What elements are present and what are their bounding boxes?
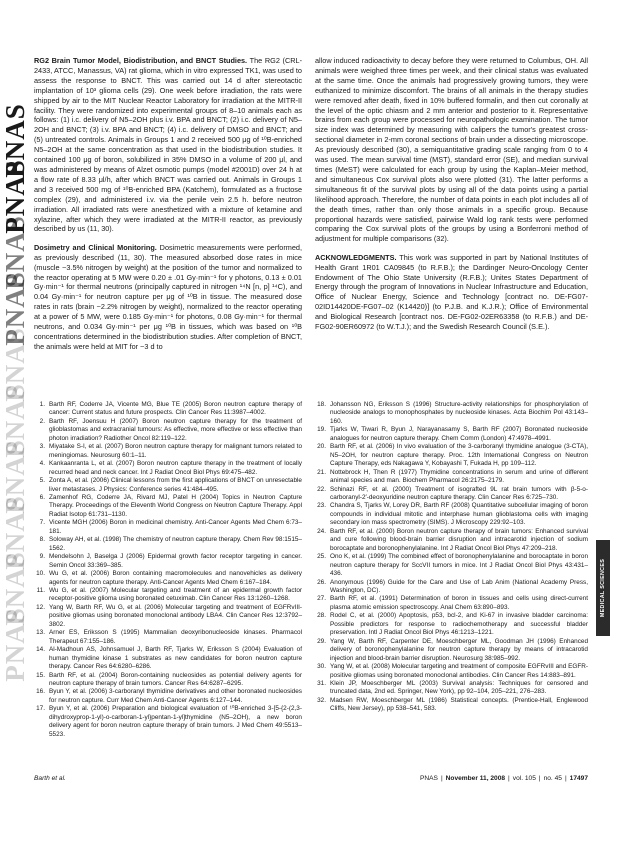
reference-number: 11.: [36, 586, 45, 594]
watermark-text: PNAS: [0, 214, 30, 290]
reference-text: Klein JP, Moeschberger ML (2003) Survival analysis: Techniques for censored and truncated data, 2nd ed. Springer, New York), pp 92–104, 205–221, 276–283.: [330, 679, 588, 696]
reference-text: Yang W, Barth RF, Wu G, et al. (2006) Molecular targeting and treatment of EGFRvIII-positive gliomas using boronated monoclonal antibody LBA4. Clin Cancer Res 12:3792–3802.: [49, 603, 302, 628]
reference-number: 9.: [39, 553, 45, 561]
reference-item: [315, 486, 588, 503]
body-paragraph: [315, 253, 588, 332]
reference-text: Wu G, et al. (2007) Molecular targeting and treatment of an epidermal growth factor receptor-positive glioma using boronated cetuximab. Clin Cancer Res 13:1260–1268.: [49, 586, 302, 603]
paragraph-heading: Dosimetry and Clinical Monitoring.: [34, 242, 157, 252]
reference-number: 23.: [317, 502, 326, 510]
reference-number: 26.: [317, 578, 326, 586]
reference-number: 18.: [317, 401, 326, 408]
reference-number: 13.: [36, 629, 45, 637]
reference-text: Barth RF, et al. (2004) Boron-containing nucleosides as potential delivery agents for neutron capture therapy of brain tumors. Cancer Res 64:6287–6295.: [49, 671, 302, 687]
reference-text: Schinazi RF, et al. (2000) Treatment of isografted 9L rat brain tumors with β-5-o-carboranyl-2′-deoxyuridine neutron capture therapy. Clin Cancer Res 6:725–730.: [330, 485, 588, 501]
watermark-text: PNAS: [0, 102, 30, 178]
reference-item: [315, 502, 588, 527]
reference-number: 22.: [317, 485, 326, 493]
paragraph-heading: ACKNOWLEDGMENTS.: [315, 252, 397, 262]
reference-item: [34, 587, 302, 604]
reference-item: [315, 697, 588, 714]
reference-item: [34, 494, 302, 519]
reference-item: [34, 570, 302, 587]
watermark-text: PNAS: [0, 438, 30, 514]
footer-author: Barth et al.: [34, 775, 66, 782]
reference-number: 20.: [317, 443, 326, 451]
footer-citation: PNAS | November 11, 2008 | vol. 105 | no. 45 | 17497: [419, 775, 588, 782]
watermark-text: PNAS: [0, 606, 30, 682]
reference-text: Mendelsohn J, Baselga J (2006) Epidermal growth factor receptor targeting in cancer. Semin Oncol 33:369–385.: [49, 553, 302, 569]
reference-item: [34, 604, 302, 629]
page-footer: [34, 773, 588, 785]
body-column-right: [315, 56, 588, 340]
paragraph-text: allow induced radioactivity to decay before they were returned to Columbus, OH. All animals were weighed three times per week, and their clinical status was evaluated at the same time. Once the animals had progressively growing tumors, they were euthanized to minimize discomfort. The brains of all animals in the therapy studies were removed after death, fixed in 10% buffered formalin, and then cut coronally at the level of the optic chiasm and 2 mm anterior and posterior to it. Representative brains from each group were processed for neuropathologic examination. The tumor size index was determined by measuring with calipers the tumor's greatest cross-sectional diameter in 2-mm coronal sections of brain under a dissecting microscope. As previously described (30), a semiquantitative grading scale ranging from 0 to 4 was used. The mean survival time (MST), standard error (SE), and median survival times (MeST) were calculated for each group by using the Kaplan–Meier method, and simultaneous Cox survival plots also were plotted (31). The latter performs a simultaneous fit of the survival plots by using all of the data points using a partial likelihood approach. Therefore, the number of data points in each plot includes all of the death times, rather than only those animals in a specific group. Because proportional hazards were satisfied, pairwise Wald log rank tests were performed comparing the Cox survival plots of the groups by using a Bonferroni method of adjustment for multiple comparisons (32).: [315, 56, 588, 244]
body-paragraph: [315, 56, 588, 244]
reference-item: [315, 612, 588, 637]
reference-text: Rodel C, et al. (2000) Apoptosis, p53, bcl-2, and Ki-67 in invasive bladder carcinoma: Possible predictors for response to radiochemotherapy and successful bladder preservation. Intl J Radiat Oncol Biol Phys 46:1213–1221.: [330, 612, 588, 637]
reference-number: 31.: [317, 679, 326, 687]
reference-number: 27.: [317, 595, 326, 603]
reference-text: Madsen RW, Moeschberger ML (1986) Statistical concepts. (Prentice-Hall, Englewood Cliffs, New Jersey), pp 538–541, 583.: [330, 696, 588, 713]
reference-item: [315, 426, 588, 443]
reference-item: [315, 680, 588, 697]
watermark-text: PNAS: [0, 270, 30, 346]
reference-text: Anonymous (1996) Guide for the Care and Use of Lab Anim (National Academy Press, Washington, DC).: [330, 578, 588, 594]
reference-item: [315, 469, 588, 486]
footer-page-number: 17497: [569, 775, 588, 782]
reference-number: 7.: [39, 519, 45, 527]
reference-number: 2.: [39, 417, 45, 425]
reference-text: Ono K, et al. (1999) The combined effect of boronophenylalanine and borocaptate in boron neutron capture therapy for SccVII tumors in mice. Int J Radiat Oncol Biol Phys 43:431–436.: [330, 553, 588, 578]
reference-text: Kankaanranta L, et al. (2007) Boron neutron capture therapy in the treatment of locally recurred head and neck cancer. Int J Radiat Oncol Biol Phys 69:475–482.: [49, 460, 302, 476]
reference-item: [34, 705, 302, 739]
reference-item: [34, 477, 302, 494]
reference-item: [315, 553, 588, 578]
footer-date: November 11, 2008: [445, 775, 506, 782]
footer-journal: PNAS: [419, 775, 438, 782]
reference-text: Zamenhof RG, Coderre JA, Rivard MJ, Patel H (2004) Topics in Neutron Capture Therapy. Proceedings of the Eleventh World Congress on Neutron Capture Therapy. Appl Radiat Isotop 61:731–1130.: [49, 493, 302, 518]
reference-number: 17.: [36, 705, 45, 713]
reference-number: 25.: [317, 553, 326, 561]
reference-number: 6.: [39, 493, 45, 501]
reference-number: 24.: [317, 527, 326, 535]
reference-text: Barth RF, Coderre JA, Vicente MG, Blue TE (2005) Boron neutron capture therapy of cancer: Current status and future prospects. Clin Cancer Res 11:3987–4002.: [49, 401, 302, 417]
body-paragraph: [34, 243, 302, 352]
watermark-text: PNAS: [0, 158, 30, 234]
body-column-left: [34, 56, 302, 360]
reference-item: [34, 418, 302, 443]
reference-item: [34, 553, 302, 570]
reference-text: Miyatake S-I, et al. (2007) Boron neutron capture therapy for malignant tumors related to meningiomas. Neurosurg 60:1–11.: [49, 443, 302, 459]
reference-text: Barth RF, et al. (1991) Determination of boron in tissues and cells using direct-current plasma atomic emission spectroscopy. Anal Chem 63:890–893.: [330, 595, 588, 611]
section-tab: [596, 540, 610, 636]
reference-item: [315, 638, 588, 663]
reference-text: Zonta A, et al. (2006) Clinical lessons from the first applications of BNCT on unresectable liver metastases. J Physics: Conference series 41:484–495.: [49, 477, 302, 493]
section-tab-label: MEDICAL SCIENCES: [600, 558, 607, 618]
paragraph-heading: RG2 Brain Tumor Model, Biodistribution, and BNCT Studies.: [34, 56, 248, 65]
reference-text: Arner ES, Eriksson S (1995) Mammalian deoxyribonucleoside kinases. Pharmacol Therapeut 67:155–186.: [49, 629, 302, 645]
reference-text: Soloway AH, et al. (1998) The chemistry of neutron capture therapy. Chem Rev 98:1515–1562.: [49, 536, 302, 552]
reference-text: Barth RF, Joensuu H (2007) Boron neutron capture therapy for the treatment of glioblastomas and extracranial tumours: As effective, more effective or less effective than photon irradiation? Radiother Oncol 82:119–122.: [49, 417, 302, 442]
reference-item: [315, 663, 588, 680]
watermark-text: PNAS: [0, 382, 30, 458]
reference-text: Barth RF, et al. (2006) In vivo evaluation of the 3-carboranyl thymidine analogue (3-CTA), N5–2OH, for neutron capture therapy. Proc. 12th International Congress on Neutron Capture Therapy, eds Nakagawa Y, Kobayashi T, Fukada H, pp 109–112.: [330, 443, 588, 468]
reference-number: 3.: [39, 443, 45, 451]
reference-item: [34, 401, 302, 418]
reference-text: Nottebrock H, Then R (1977) Thymidine concentrations in serum and urine of different animal species and man. Biochem Pharmacol 26:2175–2179.: [330, 468, 588, 485]
reference-text: Barth RF, et al. (2000) Boron neutron capture therapy of brain tumors: Enhanced survival and cure following blood-brain barrier disruption and intracarotid injection of sodium borocaptate and boronophenylalanine. Int J Radiat Oncol Biol Phys 47:209–218.: [330, 527, 588, 552]
reference-number: 21.: [317, 468, 326, 476]
reference-number: 32.: [317, 696, 326, 704]
reference-text: Wu G, et al. (2006) Boron containing macromolecules and nanovehicles as delivery agents for neutron capture therapy. Anti-Cancer Agents Med Chem 6:167–184.: [49, 570, 302, 586]
reference-number: 4.: [39, 460, 45, 468]
paragraph-text: Dosimetric measurements were performed, as previously described (11, 30). The measured absorbed dose rates in mice (muscle ~3.5% nitrogen by weight) at the position of the tumor and normalized to the reactor operating at 5 MW were 0.20 ± .01 Gy·min⁻¹ for γ photons, 0.13 ± 0.01 Gy·min⁻¹ for thermal neutrons (principally captured in nitrogen ¹⁴N [n, p] ¹⁴C), and 0.04 Gy·min⁻¹ for neutron capture per μg of ¹⁰B in tissue. The measured dose rates in rats (brain ~2.2% nitrogen by weight), normalized to the reactor operating at a power of 5 MW, were 0.185 Gy·min⁻¹ for photons, 0.08 Gy·min⁻¹ for thermal neutrons, and 0.034 Gy·min⁻¹ per μg ¹⁰B in tissues, which was based on ¹⁰B concentrations determined in the biodistribution studies. After completion of BNCT, the animals were held at MIT for ~3 d to: [34, 242, 302, 351]
reference-item: [34, 519, 302, 536]
body-paragraph: [34, 56, 302, 234]
reference-number: 8.: [39, 536, 45, 544]
footer-volume: vol. 105: [512, 775, 536, 782]
reference-item: [34, 460, 302, 477]
reference-number: 19.: [317, 426, 326, 434]
reference-item: [315, 401, 588, 426]
paragraph-text: The RG2 (CRL-2433, ATCC, Manassus, VA) rat glioma, which in vitro expressed TK1, was used to assess the response to BNCT. This was carried out 14 d after stereotactic implantation of 10³ glioma cells (29). One week before irradiation, the rats were shipped by air to the MIT Nuclear Reactor Laboratory for irradiation at the MITR-II facility. They were randomized into experimental groups of 8–10 animals each as follows: (1) i.c. delivery of N5–2OH plus i.v. BPA and BNCT; (2) i.c. delivery of N5–2OH and BNCT; (3) i.v. BPA and BNCT; (4) i.c. delivery of DMSO and BNCT; and (5) untreated controls. Animals in Groups 1 and 2 received 500 μg of ¹⁰B-enriched N5–2OH at the same concentration as that used in the biodistribution studies. It contained 100 μg of boron, solubilized in 35% DMSO in a volume of 200 μl, and was administered by means of Alzet osmotic pumps (model #2001D) over 24 h at a flow rate of 8.33 μl/h, after which BNCT was carried out. Animals in Groups 1 and 3 received 500 mg of ¹⁰B-enriched BPA (Katchem), formulated as a fructose complex (29), and administered i.v. via the penile vein 2.5 h. before neutron irradiation. All irradiated rats were anesthetized with a mixture of ketamine and xylazine, after which they were irradiated at the MITR-II reactor, as previously described by us (11, 30).: [34, 56, 303, 234]
reference-item: [34, 443, 302, 460]
pnas-watermark: [0, 102, 30, 682]
reference-number: 1.: [39, 401, 45, 408]
watermark-text: PNAS: [0, 494, 30, 570]
reference-number: 12.: [36, 603, 45, 611]
reference-number: 28.: [317, 612, 326, 620]
reference-item: [34, 672, 302, 689]
footer-issue: no. 45: [543, 775, 562, 782]
reference-number: 10.: [36, 570, 45, 578]
reference-text: Vicente MGH (2006) Boron in medicinal chemistry. Anti-Cancer Agents Med Chem 6:73–181.: [49, 519, 302, 535]
watermark-word: [0, 606, 30, 682]
reference-item: [315, 595, 588, 612]
watermark-text: PNAS: [0, 326, 30, 402]
reference-item: [315, 443, 588, 468]
reference-text: Yang W, Barth RF, Carpenter DE, Moeschberger ML, Goodman JH (1996) Enhanced delivery of boronophenylalanine for neutron capture therapy by means of intracarotid injection and blood-brain barrier disruption. Neurosurg 38:985–992.: [330, 637, 588, 662]
paragraph-text: This work was supported in part by National Institutes of Health Grant 1R01 CA09845 (to R.F.B.); the Dardinger Neuro-Oncology Center Endowment of The Ohio State University (R.F.B.); Unites States Department of Energy through the program of Innovations in Nuclear Infrastructure and Education, Office of Nuclear Energy, Science and Technology [contract no. DE-FG07-02ID14420DE-FG07–02 (K14420)] (to P.J.B. and K.J.R.); Office of Environmental and Biological Research [contract nos. DE-FG02-02ER63358 (to R.F.B.) and DE-FG02-90ER60972 (to W.T.J.); and the Swedish Research Council (S.E.).: [315, 252, 588, 332]
reference-item: [315, 579, 588, 596]
references-column-left: [34, 401, 302, 739]
reference-item: [315, 528, 588, 553]
watermark-text: PNAS: [0, 550, 30, 626]
reference-item: [34, 646, 302, 671]
reference-number: 5.: [39, 477, 45, 485]
reference-number: 14.: [36, 646, 45, 654]
reference-text: Al-Madhoun AS, Johnsamuel J, Barth RF, Tjarks W, Eriksson S (2004) Evaluation of human thymidine kinase 1 substrates as new candidates for boron neutron capture therapy. Cancer Res 64:6280–6286.: [49, 646, 302, 671]
reference-number: 30.: [317, 663, 326, 671]
references-column-right: [315, 401, 588, 714]
reference-number: 29.: [317, 637, 326, 645]
reference-text: Chandra S, Tjarks W, Lorey DR, Barth RF (2008) Quantitative subcellular imaging of boron compounds in individual mitotic and interphase human glioblastoma cells with imaging secondary ion mass spectrometry (SIMS). J Microscopy 229:92–103.: [330, 502, 588, 527]
reference-text: Byun Y, et al. (2006) 3-carboranyl thymidine derivatives and other boronated nucleosides for neutron capture. Curr Med Chem Anti-Cancer Agents 6:127–144.: [49, 688, 302, 704]
reference-text: Byun Y, et al. (2006) Preparation and biological evaluation of ¹⁰B-enriched 3-[5-{2-(2,3-dihydroxyprop-1-yl)-o-carboran-1-yl}pentan-1-yl]thymidine (N5–2OH), a new boron delivery agent for boron neutron capture therapy of brain tumors. J Med Chem 49:5513–5523.: [49, 705, 302, 738]
reference-number: 16.: [36, 688, 45, 696]
reference-number: 15.: [36, 671, 45, 679]
reference-text: Johansson NG, Eriksson S (1996) Structure-activity relationships for phosphorylation of nucleoside analogs to monophosphates by nucleoside kinases. Acta Biochim Pol 43:143–160.: [330, 401, 588, 425]
reference-text: Yang W, et al. (2008) Molecular targeting and treatment of composite EGFRvIII and EGFR-positive gliomas using boronated monoclonal antibodies. Clin Cancer Res 14:883–891.: [330, 663, 588, 679]
reference-item: [34, 536, 302, 553]
reference-text: Tjarks W, Tiwari R, Byun J, Narayanasamy S, Barth RF (2007) Boronated nucleoside analogues for neutron capture therapy. Chem Comm (London) 47:4978–4991.: [330, 426, 588, 442]
reference-item: [34, 688, 302, 705]
reference-item: [34, 629, 302, 646]
